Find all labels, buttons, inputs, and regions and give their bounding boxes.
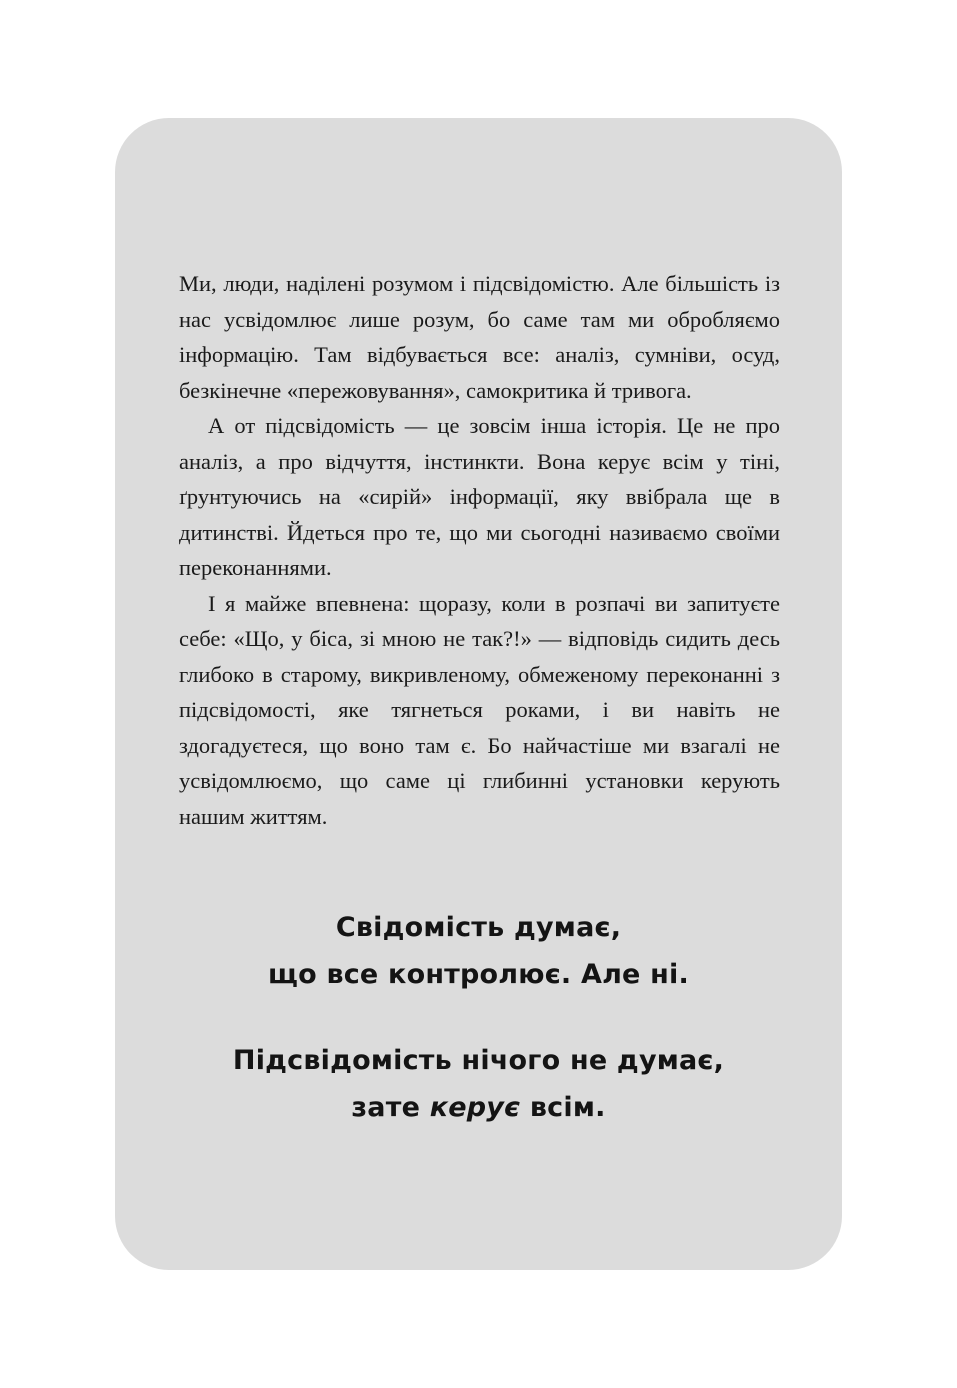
callout-subconscious: [115, 1037, 842, 1131]
paragraph-3: І я майже впевнена: щоразу, коли в розпачі ви запитуєте себе: «Що, у біса, зі мною не так?!» — відповідь сидить десь глибоко в старому, викривленому, обмеженому переконанні з підсвідомості, яке тягнеться роками, і ви навіть не здогадуєтеся, що воно там є. Бо найчастіше ми взагалі не усвідомлюємо, що саме ці глибинні установки керують нашим життям.: [179, 590, 780, 829]
callout-2-emphasis: керує: [429, 1092, 521, 1123]
paragraph-2: А от підсвідомість — це зовсім інша історія. Це не про аналіз, а про відчуття, інстинкти. Вона керує всім у тіні, ґрунтуючись на «сирій» інформації, яку ввібрала ще в дитинстві. Йдеться про те, що ми сьогодні називаємо своїми переконаннями.: [179, 413, 780, 580]
callout-consciousness: [115, 904, 842, 998]
text-card: [115, 118, 842, 1270]
callout-1-line-1: Свідомість думає,: [335, 912, 622, 943]
callout-2-line-2-after: всім.: [520, 1092, 606, 1123]
paragraph-1: Ми, люди, наділені розумом і підсвідомістю. Але більшість із нас усвідомлює лише розум, бо саме там ми обробляємо інформацію. Там відбувається все: аналіз, сумніви, осуд, безкінечне «пережовування», самокритика й тривога.: [179, 271, 780, 403]
callout-2-line-2: [115, 1084, 842, 1131]
callout-2-line-1: Підсвідомість нічого не думає,: [232, 1045, 725, 1076]
body-text: [179, 266, 780, 834]
callout-2-line-2-before: зате: [351, 1092, 430, 1123]
callout-1-line-2: що все контролює. Але ні.: [268, 959, 689, 990]
